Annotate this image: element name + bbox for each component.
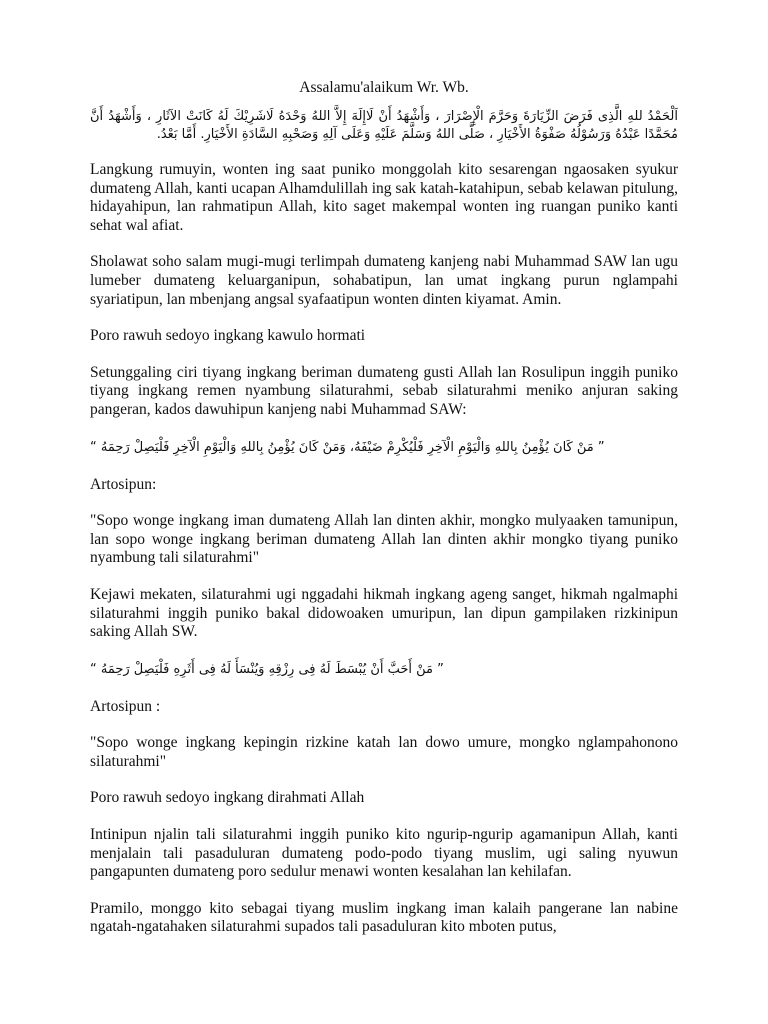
paragraph-address-2: Poro rawuh sedoyo ingkang dirahmati Allah (90, 789, 365, 807)
paragraph-translation-label-2: Artosipun : (90, 697, 161, 715)
paragraph-gratitude: Langkung rumuyin, wonten ing saat puniko monggolah kito sesarengan ngaosaken syukur dumateng Allah, kanti ucapan Alhamdulillah ing sak katah-katahipun, sebab kelawan pitulung, hidayahipun, lan rahmatipun Allah, kito saget makempal wonten ing ruangan puniko kanti sehat wal afiat. (90, 161, 678, 234)
hadith-arabic-2: ” مَنْ أَحَبَّ أَنْ يُبْسَطَ لَهُ فِى رِزْقِهِ وَيُنْسَأَ لَهُ فِى أَثَرِهِ فَلْيَصِلْ رَحِمَهُ “ (90, 661, 444, 677)
greeting-heading: Assalamu'alaikum Wr. Wb. (299, 79, 469, 96)
paragraph-address-1: Poro rawuh sedoyo ingkang kawulo hormati (90, 327, 366, 345)
paragraph-translation-label-1: Artosipun: (90, 475, 157, 493)
paragraph-sholawat: Sholawat soho salam mugi-mugi terlimpah dumateng kanjeng nabi Muhammad SAW lan ugu lumeber dumateng keluarganipun, sohabatipun, lan umat ingkang purun nglampahi syariatipun, lan mbenjang angsal syafaatipun wonten dinten kiyamat. Amin. (90, 253, 678, 308)
paragraph-silaturahmi-intro: Setunggaling ciri tiyang ingkang beriman dumateng gusti Allah lan Rosulipun inggih puniko tiyang ingkang remen nyambung silaturahmi, sebab silaturahmi meniko anjuran saking pangeran, kados dawuhipun kanjeng nabi Muhammad SAW: (90, 363, 678, 418)
document-page (90, 78, 678, 955)
paragraph-translation-1: "Sopo wonge ingkang iman dumateng Allah lan dinten akhir, mongko mulyaaken tamunipun, lan sopo wonge ingkang beriman dumateng Allah lan dinten akhir mongko tiyang puniko nyambung tali silaturahmi" (90, 512, 678, 567)
paragraph-core-message: Intinipun njalin tali silaturahmi inggih puniko kito ngurip-ngurip agamanipun Allah, kanti menjalain tali pasaduluran dumateng podo-podo tiyang muslim, ugi saling nyuwun pangapunten dumateng poro sedulur menawi wonten kesalahan lan kehilafan. (90, 826, 678, 881)
opening-arabic-prayer: اَلْحَمْدُ للهِ الَّذِى فَرَضَ الزِّيَارَةَ وَحَرَّمَ الْإِصْرَارَ ، وَأَشْهَدُ أَنْ لَاإِلَهَ إِلاَّ اللهُ وَحْدَهُ لَاشَرِيْكَ لَهُ كَانَتْ الآثَارِ ، وَأَشْهَدُ أَنَّ مُحَمَّدًا عَبْدُهُ وَرَسُوْلُهُ صَفْوَةُ الأَخْيَارِ ، صَلَّى اللهُ وَسَلَّمَ عَلَيْهِ وَعَلَى آلِهِ وَصَحْبِهِ السَّادَةِ الأَخْيَارِ. أَمَّا بَعْدُ. (90, 109, 678, 142)
paragraph-closing-invitation: Pramilo, monggo kito sebagai tiyang muslim ingkang iman kalaih pangerane lan nabine ngatah-ngatahaken silaturahmi supados tali pasaduluran kito mboten putus, (90, 899, 678, 936)
paragraph-hikmah: Kejawi mekaten, silaturahmi ugi nggadahi hikmah ingkang ageng sanget, hikmah ngalmaphi silaturahmi inggih puniko bakal didowoaken umuripun, lan dipun gampilaken rizkinipun saking Allah SW. (90, 585, 678, 641)
paragraph-translation-2: "Sopo wonge ingkang kepingin rizkine katah lan dowo umure, mongko nglampahonono silaturahmi" (90, 734, 678, 770)
hadith-arabic-1: ” مَنْ كَانَ يُؤْمِنُ بِاللهِ وَالْيَوْمِ الْآخِرِ فَلْيُكْرِمْ ضَيْفَهُ، وَمَنْ كَانَ يُؤْمِنُ بِاللهِ وَالْيَوْمِ الْآخِرِ فَلْيَصِلْ رَحِمَهُ “ (90, 439, 605, 455)
